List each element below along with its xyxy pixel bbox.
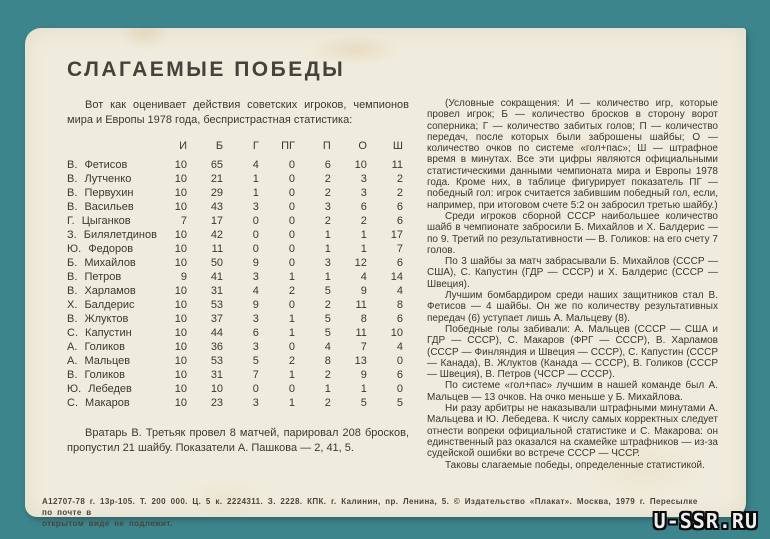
stat-value: 37 — [210, 313, 224, 325]
stat-value: 4 — [396, 341, 403, 353]
stat-value: 1 — [324, 243, 331, 255]
goalie-note: Вратарь В. Третьяк провел 8 матчей, парировал 208 бросков, пропустил 21 шайбу. Показатели А. Пашкова — 2, 41, 5. — [67, 427, 409, 454]
stat-value: 1 — [360, 383, 367, 395]
stat-value: 9 — [252, 257, 259, 269]
stat-value: 5 — [252, 355, 259, 367]
stat-value: 43 — [210, 201, 224, 213]
stat-value: 10 — [174, 355, 187, 367]
column-header: Г — [252, 140, 259, 152]
stat-value: 2 — [324, 397, 331, 409]
stat-value: 0 — [288, 215, 295, 227]
player-name: В. Первухин — [67, 187, 134, 199]
stat-value: 9 — [180, 271, 187, 283]
stat-value: 2 — [396, 187, 403, 199]
stat-value: 0 — [252, 229, 259, 241]
column-header: И — [179, 140, 187, 152]
player-name: В. Васильев — [67, 201, 134, 213]
stat-value: 21 — [210, 173, 224, 185]
stat-value: 14 — [390, 271, 403, 283]
stat-value: 11 — [355, 299, 367, 311]
stat-value: 10 — [174, 299, 187, 311]
stat-value: 6 — [324, 159, 331, 171]
imprint-line-2: открытом виде не подлежит. — [42, 519, 173, 528]
body-paragraph: По 3 шайбы за матч забрасывали Б. Михайлов (СССР — США), С. Капустин (ГДР — СССР) и Х. Балдерис (СССР — Швеция). — [427, 256, 718, 290]
stat-value: 12 — [354, 257, 367, 269]
player-name: В. Фетисов — [67, 159, 128, 171]
stat-value: 6 — [252, 327, 259, 339]
table-row — [67, 214, 409, 228]
body-paragraph: (Условные сокращения: И — количество игр, которые провел игрок; Б — количество бросков в сторону ворот соперника; Г — количество забитых голов; П — количество передач, после которых были заброшены шайбы; О — количество очков по системе «гол+пас»; Ш — штрафное время в минутах. Все эти цифры являются официальными статистическими данными чемпионата мира и Европы 1978 года. Кроме них, в таблице фигурирует показатель ПГ — победный гол: игрок считается забившим победный гол, если, например, при итоговом счете 5:2 он забросил третью шайбу.) — [427, 98, 718, 211]
table-row — [67, 200, 409, 214]
body-paragraph: Таковы слагаемые победы, определенные статистикой. — [445, 459, 705, 471]
table-row — [67, 396, 409, 410]
stat-value: 10 — [174, 369, 187, 381]
imprint-footer — [42, 496, 702, 529]
stat-value: 0 — [288, 159, 295, 171]
stat-value: 2 — [288, 355, 295, 367]
column-header: П — [322, 140, 331, 152]
stat-value: 10 — [210, 383, 224, 395]
stat-value: 42 — [210, 229, 224, 241]
stat-value: 41 — [210, 271, 224, 283]
player-name: Х. Балдерис — [67, 299, 135, 311]
stat-value: 1 — [288, 369, 295, 381]
player-name: В. Петров — [67, 271, 122, 283]
stat-value: 29 — [210, 187, 224, 199]
stat-value: 0 — [396, 355, 403, 367]
watermark-logo: U-SSR.RU — [653, 509, 758, 533]
body-paragraph: Победные голы забивали: А. Мальцев (СССР — США и ГДР — СССР), С. Макаров (ФРГ — СССР), В. Харламов (СССР — Финляндия и Швеция — СССР), С. Капустин (СССР — Канада), В. Жлуктов (Канада — СССР), В. Голиков (СССР — Швеция), В. Петров (ЧССР — СССР). — [427, 323, 718, 381]
stat-value: 10 — [174, 159, 187, 171]
table-row — [67, 228, 409, 242]
player-column-header — [67, 140, 157, 158]
table-row — [67, 242, 409, 256]
table-row — [67, 158, 409, 172]
two-column-layout — [47, 98, 724, 471]
stat-value: 1 — [360, 229, 367, 241]
player-name: В. Голиков — [67, 369, 126, 381]
stat-value: 36 — [210, 341, 224, 353]
column-header: Б — [215, 140, 224, 152]
stat-value: 10 — [174, 187, 187, 199]
stat-value: 44 — [210, 327, 224, 339]
body-paragraph: Среди игроков сборной СССР наибольшее количество шайб в чемпионате забросили Б. Михайлов и Х. Балдерис — по 9. Третий по результативности — В. Голиков: на его счету 7 голов. — [427, 210, 718, 256]
stat-value: 0 — [288, 187, 295, 199]
stat-value: 0 — [288, 243, 295, 255]
table-row — [67, 368, 409, 382]
stat-value: 1 — [324, 383, 331, 395]
stat-value: 1 — [288, 313, 295, 325]
stat-value: 10 — [354, 159, 367, 171]
right-column — [427, 98, 722, 471]
column-header: О — [358, 140, 367, 152]
stat-value: 17 — [210, 215, 224, 227]
body-paragraph: По системе «гол+пас» лучшим в нашей команде был А. Мальцев — 13 очков. На очко меньше у Б. Михайлова. — [427, 380, 718, 403]
stat-value: 0 — [288, 341, 295, 353]
stat-value: 9 — [360, 285, 367, 297]
table-row — [67, 340, 409, 354]
stat-value: 7 — [180, 215, 187, 227]
table-row — [67, 298, 409, 312]
player-name: Ю. Федоров — [67, 243, 134, 255]
postcard — [25, 28, 746, 517]
player-stats-table — [67, 140, 409, 410]
page-title: СЛАГАЕМЫЕ ПОБЕДЫ — [67, 58, 346, 81]
stat-value: 2 — [324, 187, 331, 199]
stat-value: 0 — [252, 383, 259, 395]
table-row — [67, 326, 409, 340]
stat-value: 5 — [396, 397, 403, 409]
stat-value: 6 — [396, 369, 403, 381]
stat-value: 9 — [252, 299, 259, 311]
stat-value: 2 — [324, 369, 331, 381]
stat-value: 10 — [174, 243, 187, 255]
stat-value: 4 — [360, 271, 367, 283]
stats-table-head — [67, 140, 409, 158]
header-row — [67, 140, 409, 158]
player-name: Г. Цыганков — [67, 215, 131, 227]
stat-value: 10 — [174, 173, 187, 185]
intro-text: Вот как оценивает действия советских игроков, чемпионов мира и Европы 1978 года, беспристрастная статистика: — [67, 99, 409, 126]
stat-value: 0 — [396, 383, 403, 395]
stat-value: 0 — [252, 215, 259, 227]
stat-value: 2 — [396, 173, 403, 185]
player-name: А. Голиков — [67, 341, 126, 353]
stat-value: 6 — [396, 257, 403, 269]
left-column — [67, 98, 409, 471]
table-row — [67, 256, 409, 270]
stat-value: 0 — [252, 243, 259, 255]
stat-value: 10 — [174, 341, 187, 353]
stat-value: 4 — [396, 285, 403, 297]
stat-value: 7 — [396, 243, 403, 255]
stat-value: 0 — [288, 173, 295, 185]
stat-value: 10 — [174, 313, 187, 325]
player-name: В. Лутченко — [67, 173, 132, 185]
player-name: С. Макаров — [67, 397, 130, 409]
table-row — [67, 270, 409, 284]
body-paragraph: Лучшим бомбардиром среди наших защитников стал В. Фетисов — 4 шайбы. Он же по количеству результативных передач (6) уступает лишь А. Мальцеву (8). — [427, 290, 718, 324]
stat-value: 0 — [288, 299, 295, 311]
column-header: Ш — [392, 140, 403, 152]
stat-value: 2 — [360, 215, 367, 227]
stat-value: 3 — [252, 271, 259, 283]
stat-value: 1 — [252, 173, 259, 185]
stat-value: 3 — [252, 313, 259, 325]
stat-value: 50 — [210, 257, 224, 269]
stat-value: 2 — [324, 299, 331, 311]
stat-value: 65 — [210, 159, 224, 171]
stat-value: 10 — [174, 257, 187, 269]
stat-value: 1 — [324, 271, 331, 283]
stat-value: 5 — [324, 327, 331, 339]
stat-value: 8 — [396, 299, 403, 311]
stat-value: 4 — [252, 285, 259, 297]
stat-value: 6 — [396, 313, 403, 325]
player-name: А. Мальцев — [67, 355, 131, 367]
table-row — [67, 172, 409, 186]
stat-value: 1 — [252, 187, 259, 199]
body-paragraph: Ни разу арбитры не наказывали штрафными минутами А. Мальцева и Ю. Лебедева. К числу самых корректных следует отнести вопреки официальной статистике и С. Макарова: он единственный раз оказался на скамейке штрафников — из-за судейской ошибки во встрече СССР — ЧССР. — [427, 403, 718, 460]
stat-value: 4 — [252, 159, 259, 171]
stat-value: 53 — [210, 299, 224, 311]
stat-value: 10 — [174, 383, 187, 395]
table-row — [67, 186, 409, 200]
stat-value: 3 — [252, 201, 259, 213]
stat-value: 7 — [360, 341, 367, 353]
stat-value: 10 — [174, 229, 187, 241]
player-name: В. Харламов — [67, 285, 136, 297]
stat-value: 3 — [360, 187, 367, 199]
stat-value: 2 — [324, 215, 331, 227]
stat-value: 3 — [324, 201, 331, 213]
stat-value: 5 — [324, 285, 331, 297]
stat-value: 1 — [360, 243, 367, 255]
table-row — [67, 312, 409, 326]
player-name: З. Билялетдинов — [67, 229, 157, 241]
stat-value: 5 — [360, 397, 367, 409]
stat-value: 13 — [354, 355, 367, 367]
table-row — [67, 382, 409, 396]
stat-value: 11 — [211, 243, 224, 255]
stat-value: 23 — [210, 397, 224, 409]
stat-value: 0 — [288, 257, 295, 269]
table-row — [67, 354, 409, 368]
stat-value: 3 — [252, 341, 259, 353]
stat-value: 10 — [174, 201, 187, 213]
stat-value: 6 — [396, 201, 403, 213]
stat-value: 6 — [396, 215, 403, 227]
stat-value: 3 — [324, 257, 331, 269]
stat-value: 7 — [252, 369, 259, 381]
player-name: Ю. Лебедев — [67, 383, 132, 395]
stat-value: 1 — [288, 271, 295, 283]
stat-value: 2 — [288, 285, 295, 297]
imprint-line-1: А12707-78 г. 13р-105. Т. 200 000. Ц. 5 к. 2224311. З. 2228. КПК. г. Калинин, пр. Ленина, 5. © Издательство «Плакат». Москва, 1979 г. Пересылке по почте в — [42, 497, 698, 517]
stat-value: 6 — [360, 201, 367, 213]
stat-value: 1 — [288, 327, 295, 339]
stats-table-body — [67, 158, 409, 410]
player-name: С. Капустин — [67, 327, 132, 339]
stat-value: 10 — [174, 397, 187, 409]
stat-value: 31 — [210, 369, 224, 381]
stat-value: 11 — [355, 327, 367, 339]
player-name: В. Жлуктов — [67, 313, 129, 325]
stat-value: 2 — [324, 173, 331, 185]
stat-value: 17 — [390, 229, 403, 241]
stat-value: 5 — [324, 313, 331, 325]
stat-value: 31 — [210, 285, 224, 297]
stat-value: 1 — [324, 229, 331, 241]
stat-value: 8 — [324, 355, 331, 367]
stat-value: 10 — [390, 327, 403, 339]
stat-value: 53 — [210, 355, 224, 367]
stat-value: 8 — [360, 313, 367, 325]
column-header: ПГ — [281, 140, 295, 152]
player-name: Б. Михайлов — [67, 257, 136, 269]
stat-value: 10 — [174, 285, 187, 297]
stat-value: 0 — [288, 383, 295, 395]
stat-value: 9 — [360, 369, 367, 381]
stat-value: 0 — [288, 201, 295, 213]
stat-value: 4 — [324, 341, 331, 353]
table-row — [67, 284, 409, 298]
stat-value: 3 — [252, 397, 259, 409]
stat-value: 3 — [360, 173, 367, 185]
stat-value: 10 — [174, 327, 187, 339]
stat-value: 11 — [391, 159, 403, 171]
stat-value: 0 — [288, 229, 295, 241]
stat-value: 1 — [288, 397, 295, 409]
